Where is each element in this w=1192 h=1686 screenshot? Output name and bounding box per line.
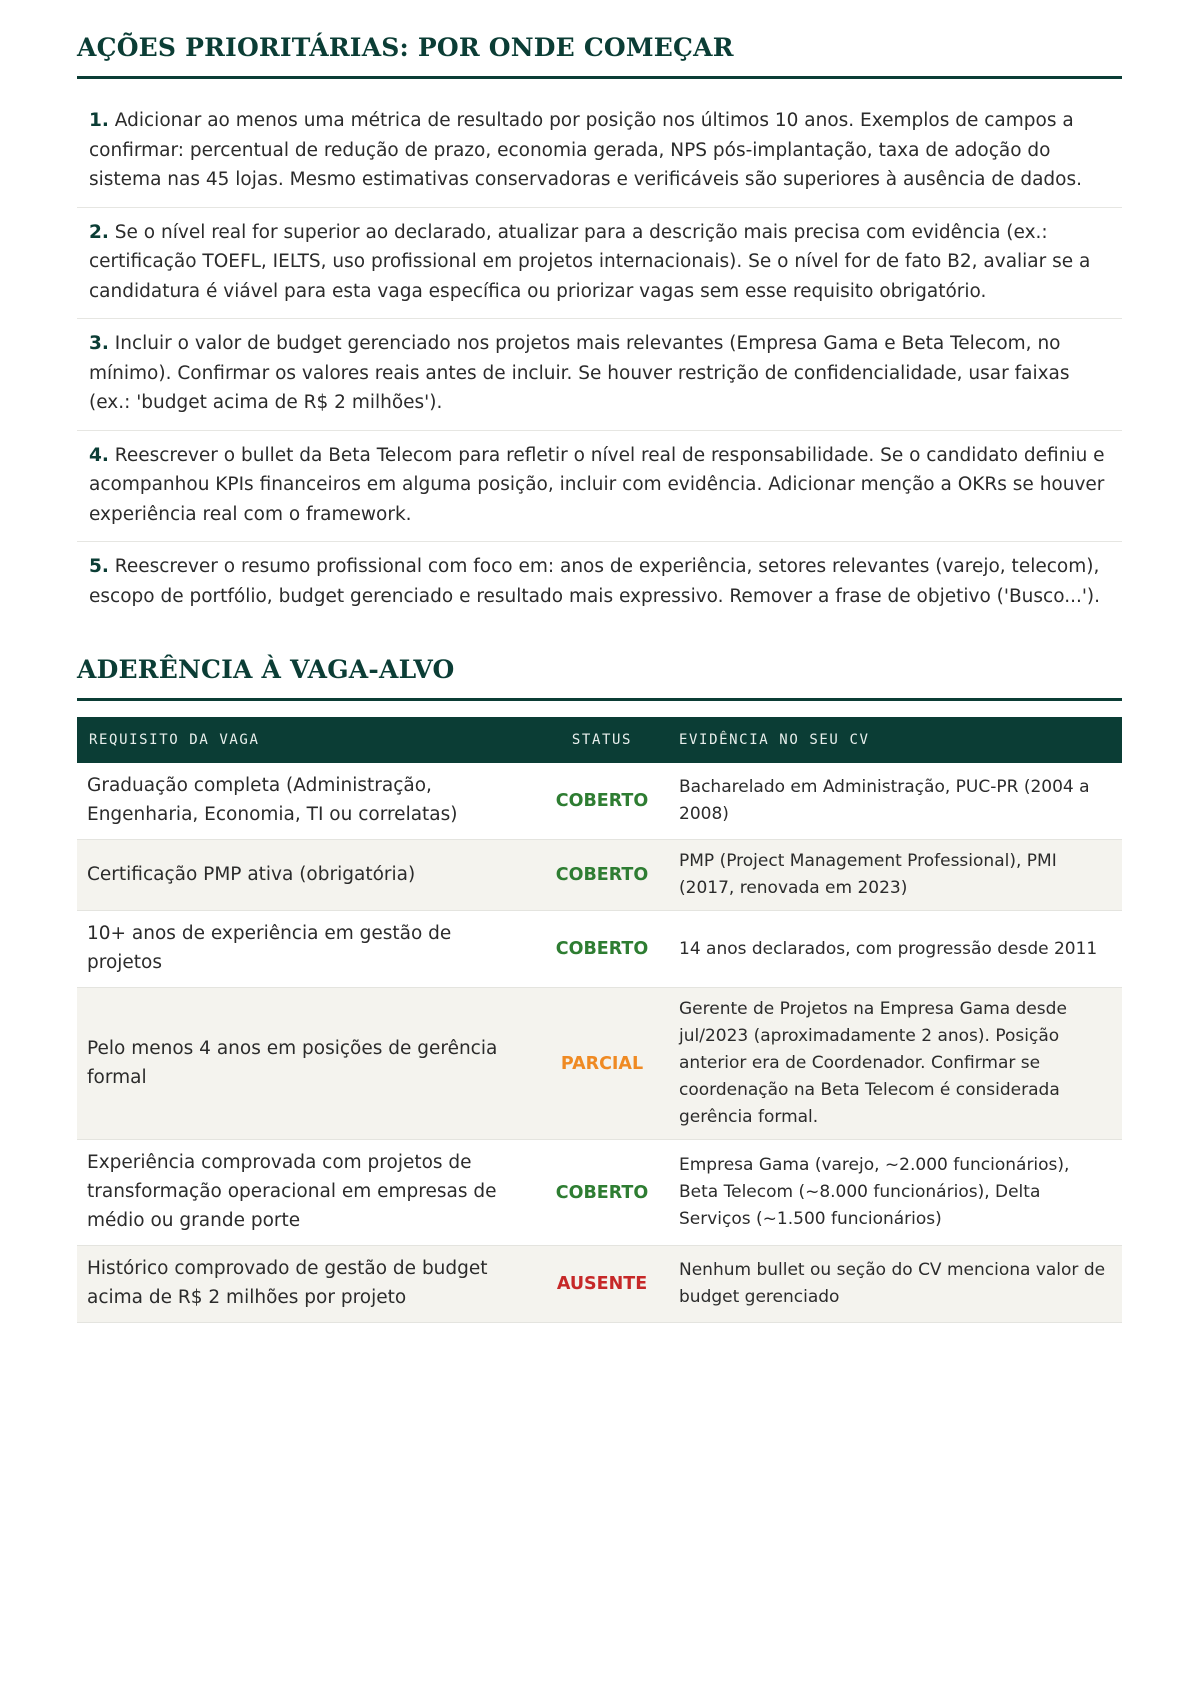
action-text: Incluir o valor de budget gerenciado nos projetos mais relevantes (Empresa Gama e Beta Telecom, no mínimo). Confirmar os valores reais antes de incluir. Se houver restrição de confidencialidade, usar faixas (ex.: 'budget acima de R$ 2 milhões').	[89, 333, 1070, 413]
evidence-cell: Empresa Gama (varejo, ~2.000 funcionários), Beta Telecom (~8.000 funcionários), Delta Serviços (~1.500 funcionários)	[667, 1140, 1122, 1246]
action-number: 3.	[89, 333, 109, 354]
table-row	[77, 1246, 1122, 1323]
header-evidence: EVIDÊNCIA NO SEU CV	[667, 717, 1122, 763]
action-number: 2.	[89, 221, 109, 243]
report-page	[77, 0, 1122, 1323]
status-badge: PARCIAL	[537, 988, 667, 1140]
action-number: 5.	[89, 556, 109, 577]
action-text: Adicionar ao menos uma métrica de resultado por posição nos últimos 10 anos. Exemplos de campos a confirmar: percentual de redução de prazo, economia gerada, NPS pós-implantação, taxa de adoção do sistema nas 45 lojas. Mesmo estimativas conservadoras e verificáveis são superiores à ausência de dados.	[89, 110, 1082, 190]
status-badge: COBERTO	[537, 840, 667, 911]
fit-section-title: ADERÊNCIA À VAGA-ALVO	[77, 655, 1122, 701]
evidence-cell: PMP (Project Management Professional), PMI (2017, renovada em 2023)	[667, 840, 1122, 911]
action-text: Reescrever o bullet da Beta Telecom para refletir o nível real de responsabilidade. Se o candidato definiu e acompanhou KPIs financeiros em alguma posição, incluir com evidência. Adicionar menção a OKRs se houver experiência real com o framework.	[89, 444, 1105, 525]
action-number: 4.	[89, 444, 109, 466]
table-row	[77, 840, 1122, 911]
action-text: Se o nível real for superior ao declarado, atualizar para a descrição mais precisa com evidência (ex.: certificação TOEFL, IELTS, uso profissional em projetos internacionais). Se o nível for de fato B2, avaliar se a candidatura é viável para esta vaga específica ou priorizar vagas sem esse requisito obrigatório.	[89, 221, 1091, 302]
status-badge: COBERTO	[537, 911, 667, 988]
table-row	[77, 988, 1122, 1140]
status-badge: AUSENTE	[537, 1246, 667, 1323]
table-header-row	[77, 717, 1122, 763]
status-badge: COBERTO	[537, 1140, 667, 1246]
table-row	[77, 1140, 1122, 1246]
action-item	[77, 96, 1122, 208]
table-row	[77, 911, 1122, 988]
job-fit-table	[77, 717, 1122, 1323]
requirement-cell: 10+ anos de experiência em gestão de projetos	[77, 911, 537, 988]
header-requirement: REQUISITO DA VAGA	[77, 717, 537, 763]
priority-actions-list	[77, 96, 1122, 623]
requirement-cell: Histórico comprovado de gestão de budget acima de R$ 2 milhões por projeto	[77, 1246, 537, 1323]
action-item	[77, 542, 1122, 623]
status-badge: COBERTO	[537, 763, 667, 840]
evidence-cell: Nenhum bullet ou seção do CV menciona valor de budget gerenciado	[667, 1246, 1122, 1323]
requirement-cell: Certificação PMP ativa (obrigatória)	[77, 840, 537, 911]
requirement-cell: Experiência comprovada com projetos de transformação operacional em empresas de médio ou grande porte	[77, 1140, 537, 1246]
requirement-cell: Graduação completa (Administração, Engenharia, Economia, TI ou correlatas)	[77, 763, 537, 840]
action-number: 1.	[89, 110, 109, 131]
header-status: STATUS	[537, 717, 667, 763]
evidence-cell: Bacharelado em Administração, PUC-PR (2004 a 2008)	[667, 763, 1122, 840]
action-item	[77, 208, 1122, 320]
table-row	[77, 763, 1122, 840]
evidence-cell: 14 anos declarados, com progressão desde 2011	[667, 911, 1122, 988]
requirement-cell: Pelo menos 4 anos em posições de gerência formal	[77, 988, 537, 1140]
evidence-cell: Gerente de Projetos na Empresa Gama desde jul/2023 (aproximadamente 2 anos). Posição anterior era de Coordenador. Confirmar se coordenação na Beta Telecom é considerada gerência formal.	[667, 988, 1122, 1140]
actions-section-title: AÇÕES PRIORITÁRIAS: POR ONDE COMEÇAR	[77, 33, 1122, 79]
action-text: Reescrever o resumo profissional com foco em: anos de experiência, setores relevantes (varejo, telecom), escopo de portfólio, budget gerenciado e resultado mais expressivo. Remover a frase de objetivo ('Busco...').	[89, 556, 1101, 607]
action-item	[77, 319, 1122, 431]
action-item	[77, 431, 1122, 543]
